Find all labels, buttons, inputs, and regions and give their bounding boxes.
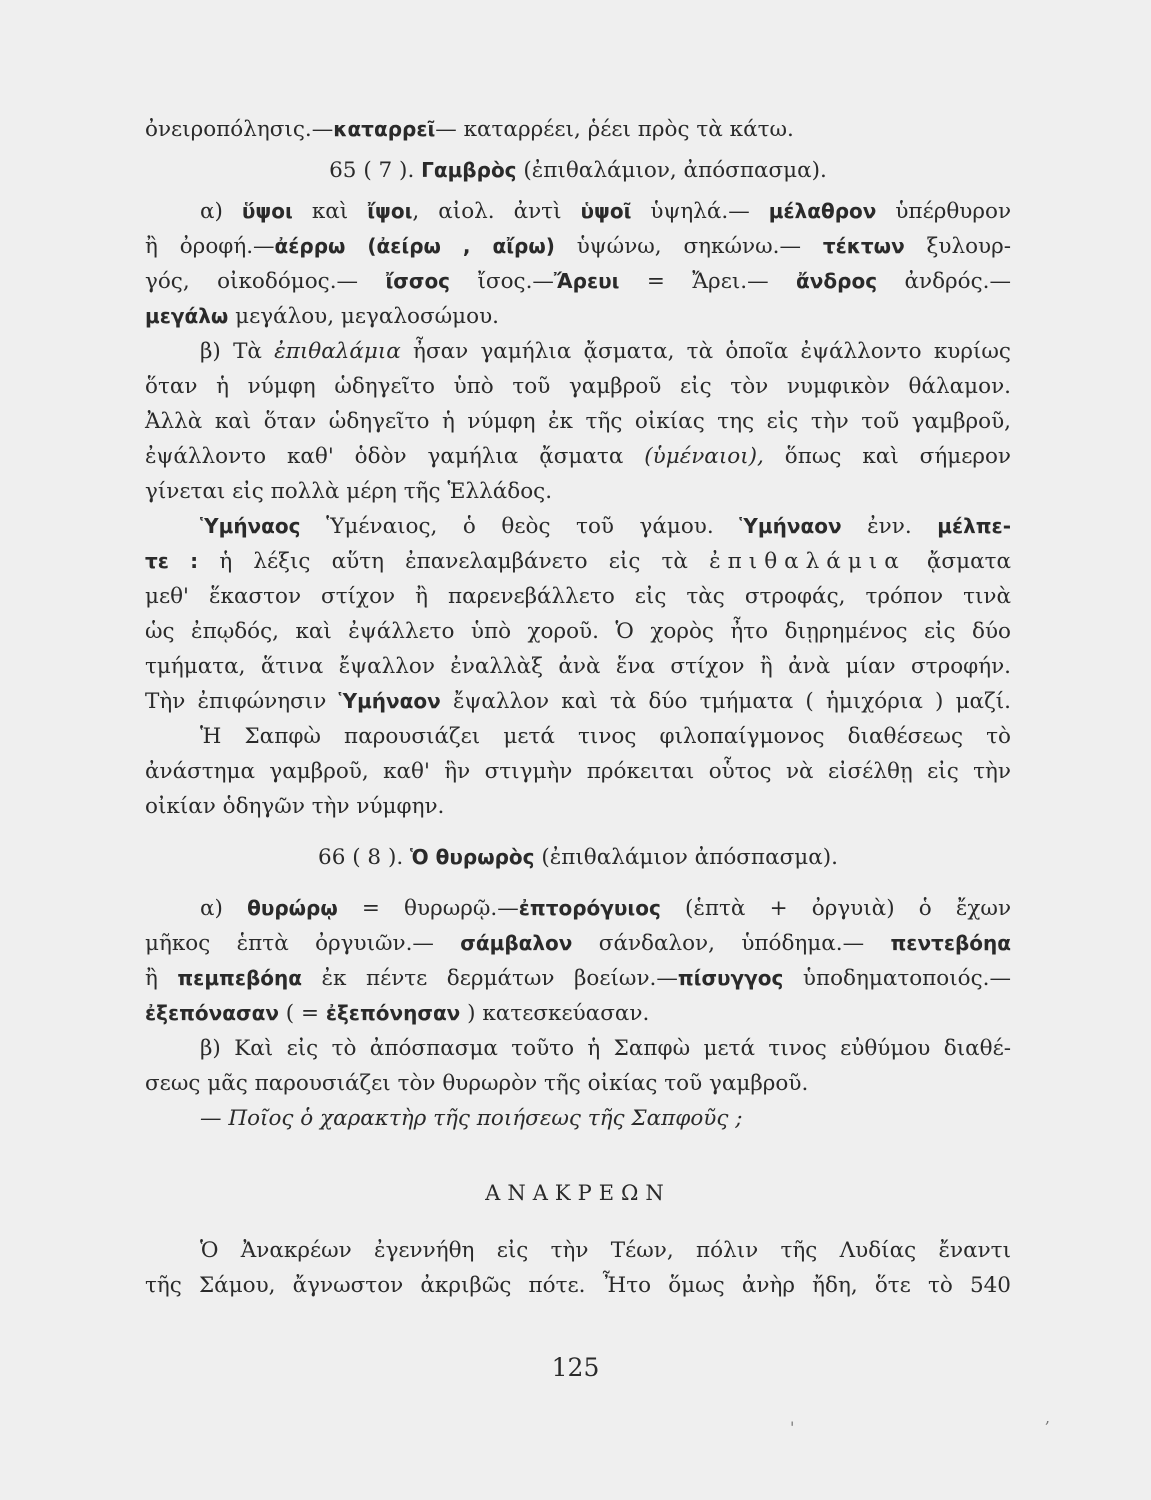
- text-line: σεως μᾶς παρουσιάζει τὸν θυρωρὸν τῆς οἰκίας τοῦ γαμβροῦ.: [145, 1071, 809, 1096]
- text-line: μεγάλω μεγάλου, μεγαλοσώμου.: [145, 304, 499, 329]
- page-number: 125: [551, 1353, 600, 1382]
- text-line: β) Καὶ εἰς τὸ ἀπόσπασμα τοῦτο ἡ Σαπφὼ μετά τινος εὐθύμου διαθέ-: [200, 1036, 1011, 1061]
- text-line: τε : ἡ λέξις αὕτη ἐπανελαμβάνετο εἰς τὰ ἐπιθαλάμια ᾄσματα: [145, 549, 1012, 574]
- text-line: α) ὕψοι καὶ ἴψοι, αἰολ. ἀντὶ ὑψοῖ ὑψηλά.— μέλαθρον ὑπέρθυρον: [200, 199, 1012, 224]
- text-line: Ὁ Ἀνακρέων ἐγεννήθη εἰς τὴν Τέων, πόλιν τῆς Λυδίας ἔναντι: [200, 1238, 1011, 1263]
- print-speck: ': [790, 1418, 795, 1437]
- section-heading-66: 66 ( 8 ). Ὁ θυρωρὸς (ἐπιθαλάμιον ἀπόσπασμα).: [318, 845, 838, 870]
- print-speck: ,: [1045, 1408, 1051, 1427]
- text-line: ἢ πεμπεβόηα ἐκ πέντε δερμάτων βοείων.—πίσυγγος ὑποδηματοποιός.—: [145, 966, 1011, 991]
- lemma: καταρρεῖ: [333, 117, 436, 141]
- text-line: ὅταν ἡ νύμφη ὡδηγεῖτο ὑπὸ τοῦ γαμβροῦ εἰς τὸν νυμφικὸν θάλαμον.: [145, 374, 1011, 399]
- text-line: οἰκίαν ὁδηγῶν τὴν νύμφην.: [145, 794, 445, 819]
- text-line: μῆκος ἑπτὰ ὀργυιῶν.— σάμβαλον σάνδαλον, ὑπόδημα.— πεντεβόηα: [145, 931, 1011, 956]
- author-heading: ΑΝΑΚΡΕΩΝ: [485, 1181, 671, 1205]
- text-line: τμήματα, ἅτινα ἔψαλλον ἐναλλὰξ ἀνὰ ἕνα στίχον ἢ ἀνὰ μίαν στροφήν.: [145, 654, 1011, 679]
- text-line: ἐξεπόνασαν ( = ἐξεπόνησαν ) κατεσκεύασαν.: [145, 1001, 650, 1026]
- text-line: μεθ' ἕκαστον στίχον ἢ παρενεβάλλετο εἰς τὰς στροφάς, τρόπον τινὰ: [145, 584, 1011, 609]
- text-line: ἐψάλλοντο καθ' ὁδὸν γαμήλια ᾄσματα (ὑμέναιοι), ὅπως καὶ σήμερον: [145, 444, 1011, 469]
- text-line: τῆς Σάμου, ἄγνωστον ἀκριβῶς πότε. Ἦτο ὅμως ἀνὴρ ἤδη, ὅτε τὸ 540: [145, 1273, 1011, 1298]
- text-line: Ἡ Σαπφὼ παρουσιάζει μετά τινος φιλοπαίγμονος διαθέσεως τὸ: [200, 724, 1011, 749]
- text-line: Τὴν ἐπιφώνησιν Ὑμήναον ἔψαλλον καὶ τὰ δύο τμήματα ( ἡμιχόρια ) μαζί.: [145, 689, 1011, 714]
- text-line: γός, οἰκοδόμος.— ἴσσος ἴσος.—Ἄρευι = Ἄρει.— ἄνδρος ἀνδρός.—: [145, 269, 1011, 294]
- text-line: α) θυρώρῳ = θυρωρῷ.—ἐπτορόγυιος (ἑπτὰ + ὀργυιὰ) ὁ ἔχων: [200, 896, 1012, 921]
- text-line: Ἀλλὰ καὶ ὅταν ὡδηγεῖτο ἡ νύμφη ἐκ τῆς οἰκίας της εἰς τὴν τοῦ γαμβροῦ,: [145, 409, 1011, 434]
- text-line: ὡς ἐπῳδός, καὶ ἐψάλλετο ὑπὸ χοροῦ. Ὁ χορὸς ἦτο διῃρημένος εἰς δύο: [145, 619, 1011, 644]
- section-title: Γαμβρὸς: [421, 158, 517, 182]
- text-line: β) Τὰ ἐπιθαλάμια ἦσαν γαμήλια ᾄσματα, τὰ ὁποῖα ἐψάλλοντο κυρίως: [200, 339, 1011, 364]
- text-line: Ὑμήναος Ὑμέναιος, ὁ θεὸς τοῦ γάμου. Ὑμήναον ἐνν. μέλπε-: [200, 514, 1011, 539]
- text-line: ἢ ὀροφή.—ἀέρρω (ἀείρω , αἴρω) ὑψώνω, σηκώνω.— τέκτων ξυλουρ-: [145, 234, 1011, 259]
- section-title: Ὁ θυρωρὸς: [410, 845, 535, 869]
- section-heading-65: 65 ( 7 ). Γαμβρὸς (ἐπιθαλάμιον, ἀπόσπασμα).: [329, 158, 827, 183]
- text-line: ἀνάστημα γαμβροῦ, καθ' ἣν στιγμὴν πρόκειται οὗτος νὰ εἰσέλθῃ εἰς τὴν: [145, 759, 1011, 784]
- text-line: ὀνειροπόλησις.—καταρρεῖ— καταρρέει, ῥέει πρὸς τὰ κάτω.: [145, 117, 794, 142]
- question-line: — Ποῖος ὁ χαρακτὴρ τῆς ποιήσεως τῆς Σαπφοῦς ;: [200, 1106, 743, 1131]
- text-line: γίνεται εἰς πολλὰ μέρη τῆς Ἑλλάδος.: [145, 479, 553, 504]
